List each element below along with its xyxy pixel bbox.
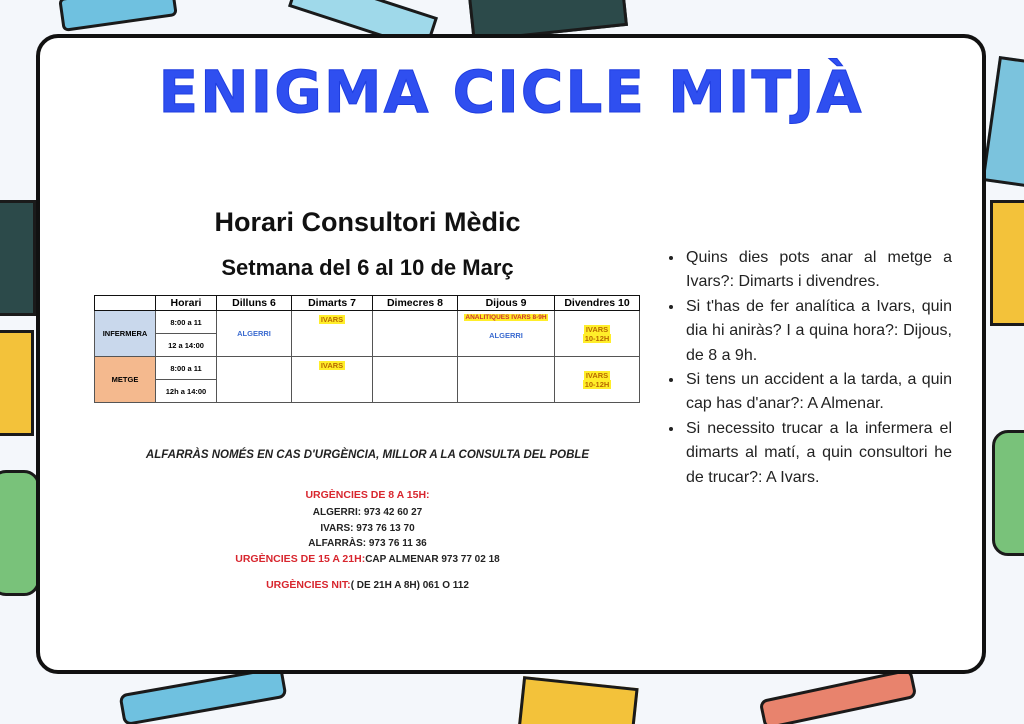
cell-value: 10-12H — [584, 333, 610, 343]
cell — [373, 357, 458, 403]
phone-alfarras: ALFARRÀS: 973 76 11 36 — [308, 538, 427, 549]
cell — [217, 357, 292, 403]
column-header: Divendres 10 — [555, 296, 640, 311]
cell — [292, 311, 373, 357]
phone-algerri: ALGERRI: 973 42 60 27 — [312, 507, 423, 518]
cell-value: ALGERRI — [489, 331, 523, 340]
column-header: Dimecres 8 — [373, 296, 458, 311]
brush-decoration — [759, 668, 918, 724]
hour-cell: 12h a 14:00 — [156, 380, 217, 403]
content-card — [36, 34, 986, 674]
row-label-metge: METGE — [95, 357, 156, 403]
bus-decoration — [0, 330, 34, 436]
urgencies-night-title: URGÈNCIES NIT: — [266, 579, 351, 591]
list-item: • Si t'has de fer analítica a Ivars, quin dia hi aniràs? I a quina hora?: Dijous, de 8 a 9h. — [684, 295, 952, 368]
table-row — [95, 357, 640, 380]
pencil-decoration — [58, 0, 178, 32]
cell — [458, 357, 555, 403]
cell-value: IVARS — [585, 370, 609, 380]
column-header: Dijous 9 — [458, 296, 555, 311]
row-label-infermera: INFERMERA — [95, 311, 156, 357]
column-header: Dimarts 7 — [292, 296, 373, 311]
cell — [555, 311, 640, 357]
column-header: Horari — [156, 296, 217, 311]
list-item: • Si necessito trucar a la infermera el dimarts al matí, a quin consultori he de trucar?: A Ivars. — [684, 417, 952, 490]
table-row — [95, 311, 640, 334]
cell — [373, 311, 458, 357]
urgencies-night-text: ( DE 21H A 8H) 061 O 112 — [350, 580, 469, 591]
page-title: ENIGMA CICLE MITJÀ — [158, 58, 864, 126]
poster-subheading: Setmana del 6 al 10 de Març — [221, 255, 514, 280]
cell — [458, 311, 555, 357]
list-item: • Si tens un accident a la tarda, a quin cap has d'anar?: A Almenar. — [684, 368, 952, 417]
alfarras-note: ALFARRÀS NOMÉS EN CAS D'URGÈNCIA, MILLOR A LA CONSULTA DEL POBLE — [145, 449, 590, 461]
backpack-decoration — [0, 470, 40, 596]
urgencies-day-title: URGÈNCIES DE 8 A 15H: — [305, 489, 430, 501]
cell-value: IVARS — [585, 324, 609, 334]
pen-bottom-decoration — [118, 666, 287, 724]
backpack-right-decoration — [992, 430, 1024, 556]
schedule-table — [94, 295, 640, 403]
cell-value: ALGERRI — [237, 329, 271, 338]
column-header: Dilluns 6 — [217, 296, 292, 311]
cell — [217, 311, 292, 357]
calculator-decoration — [517, 676, 638, 724]
cell-value: ANALITIQUES IVARS 8-9H — [465, 314, 547, 321]
cell — [292, 357, 373, 403]
questions-list — [670, 246, 952, 490]
hour-cell: 8:00 a 11 — [156, 311, 217, 334]
urgencies-afternoon-title: URGÈNCIES DE 15 A 21H: — [235, 553, 366, 565]
chalkboard-left-decoration — [0, 200, 36, 316]
notebook-decoration — [982, 56, 1024, 190]
hour-cell: 12 a 14:00 — [156, 334, 217, 357]
cell — [555, 357, 640, 403]
cell-value: IVARS — [320, 361, 344, 370]
poster-heading: Horari Consultori Mèdic — [214, 207, 521, 237]
cell-value: 10-12H — [584, 379, 610, 389]
phone-ivars: IVARS: 973 76 13 70 — [320, 523, 415, 534]
book-right-decoration — [990, 200, 1024, 326]
urgencies-afternoon-text: CAP ALMENAR 973 77 02 18 — [365, 554, 500, 565]
list-item: • Quins dies pots anar al metge a Ivars?: Dimarts i divendres. — [684, 246, 952, 295]
schedule-poster — [90, 203, 645, 591]
cell-value: IVARS — [320, 315, 344, 324]
urgencies-afternoon — [90, 553, 645, 565]
hour-cell: 8:00 a 11 — [156, 357, 217, 380]
corner-header — [95, 296, 156, 311]
urgencies-night — [90, 579, 645, 591]
